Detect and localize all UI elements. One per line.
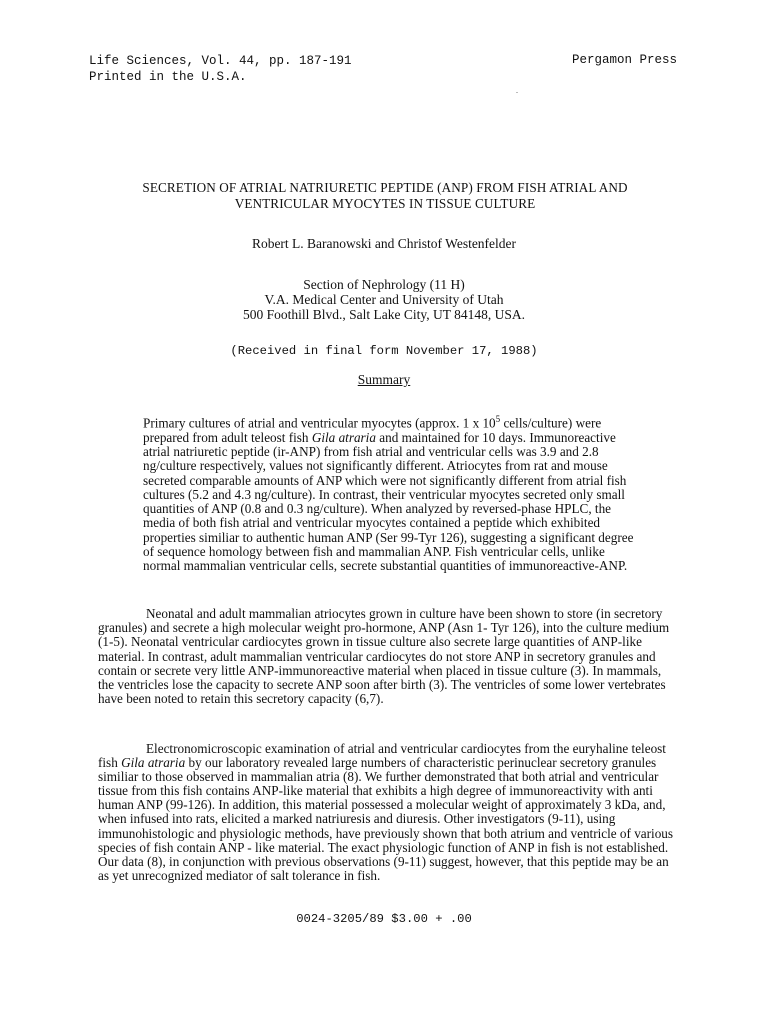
abstract-part-2: cells/culture) were prepared from adult teleost fish — [143, 415, 602, 445]
affiliation-line-3: 500 Foothill Blvd., Salt Lake City, UT 84148, USA. — [242, 307, 525, 322]
title-line-2: VENTRICULAR MYOCYTES IN TISSUE CULTURE — [234, 196, 536, 211]
paragraph-2-part-2: by our laboratory revealed large numbers of characteristic perinuclear secretory granules similiar to those observed in mammalian atria (8). We further demonstrated that both atrial and ventricular tissue from this fish contains ANP-like material that exhibits a high degree of immunoreactivity with anti human ANP (99-126). In addition, this material possessed a molecular weight of approximately 3 kDa, and, when infused into rats, elicited a marked natriuresis and diuresis. Other investigators (9-11), using immunohistologic and physiologic methods, have previously shown that both atrium and ventricle of various species of fish contain ANP - like material. The exact physiologic function of ANP in fish is not established. Our data (8), in conjunction with previous observations (9-11) suggest, however, that this peptide may be an as yet unrecognized mediator of salt tolerance in fish. — [98, 755, 674, 883]
abstract-superscript: 5 — [495, 414, 501, 424]
copyright-code: 0024-3205/89 $3.00 + .00 — [296, 912, 472, 926]
paragraph-2-species-name: Gila atraria — [121, 755, 186, 771]
body-paragraph-1: Neonatal and adult mammalian atriocytes grown in culture have been shown to store (in secretory granules) and secrete a high molecular weight pro-hormone, ANP (Asn 1- Tyr 126), into the culture medium (1-5). Neonatal ventricular cardiocytes grown in tissue culture also secrete large quantities of ANP-like material. In contrast, adult mammalian ventricular cardiocytes do not store ANP in secretory granules and contain or secrete very little ANP-immunoreactive material when placed in tissue culture (3). In mammals, the ventricles lose the capacity to secrete ANP soon after birth (3). The ventricles of some lower vertebrates have been noted to retain this secretory capacity (6,7). — [98, 606, 670, 707]
article-title — [80, 180, 690, 212]
affiliation-line-1: Section of Nephrology (11 H) — [303, 277, 465, 292]
abstract-part-3: and maintained for 10 days. Immunoreactive atrial natriuretic peptide (ir-ANP) from fish atrial and ventricular cells was 3.9 and 2.8 ng/culture respectively, values not significantly different. Atriocytes from rat and mouse secreted comparable amounts of ANP which were not significantly different from atrial fish cultures (5.2 and 4.3 ng/culture). In contrast, their ventricular myocytes secreted only small quantities of ANP (0.8 and 0.3 ng/culture). When analyzed by reversed-phase HPLC, the media of both fish atrial and ventricular myocytes contained a peptide which exhibited properties similiar to authentic human ANP (Ser 99-Tyr 126), suggesting a significant degree of sequence homology between fish and mammalian ANP. Fish ventricular cells, unlike normal mammalian ventricular cells, secrete substantial quantities of immunoreactive-ANP. — [143, 429, 634, 574]
summary-heading — [0, 372, 768, 388]
publisher-name: Pergamon Press — [571, 53, 677, 67]
author-list: Robert L. Baranowski and Christof Westenfelder — [251, 236, 517, 251]
abstract-part-1: Primary cultures of atrial and ventricular myocytes (approx. 1 x 10 — [143, 415, 496, 431]
abstract-text — [143, 412, 635, 574]
journal-citation: Life Sciences, Vol. 44, pp. 187-191 — [89, 54, 352, 68]
received-date: (Received in final form November 17, 1988) — [230, 344, 538, 358]
scan-speck — [516, 92, 518, 93]
printed-in: Printed in the U.S.A. — [89, 70, 247, 84]
affiliation — [0, 277, 768, 322]
title-line-1: SECRETION OF ATRIAL NATRIURETIC PEPTIDE (ANP) FROM FISH ATRIAL AND — [142, 180, 628, 195]
paragraph-2-part-1: Electronomicroscopic examination of atrial and ventricular cardiocytes from the euryhaline teleost fish — [98, 741, 666, 771]
body-paragraph-2 — [98, 742, 676, 883]
summary-heading-text: Summary — [357, 372, 411, 387]
affiliation-line-2: V.A. Medical Center and University of Utah — [264, 292, 504, 307]
abstract-species-name: Gila atraria — [311, 429, 376, 445]
journal-header — [89, 53, 352, 85]
